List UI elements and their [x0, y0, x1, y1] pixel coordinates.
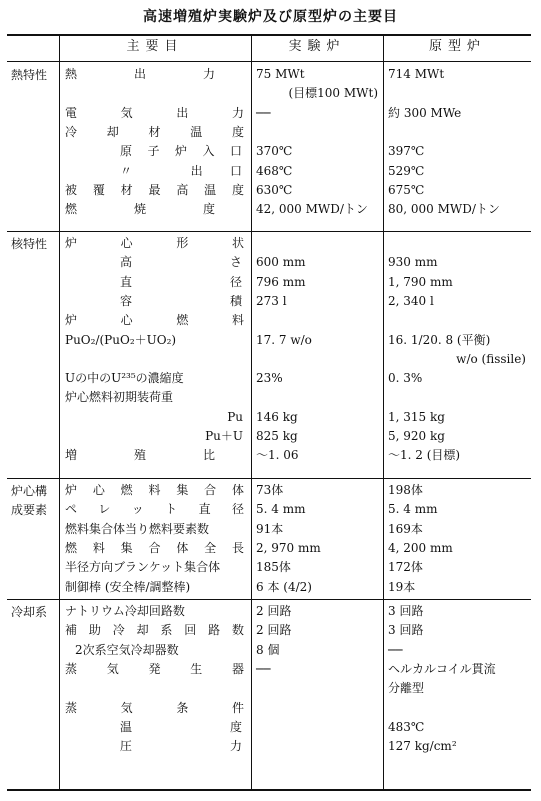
prototype-value: 1, 315 kg [388, 410, 445, 424]
section-divider [7, 478, 531, 479]
header-prototype: 原型炉 [428, 39, 486, 54]
experimental-value: 468℃ [256, 164, 293, 178]
prototype-value: 3 回路 [388, 604, 424, 618]
experimental-value: 6 本 (4/2) [256, 580, 312, 594]
row-label: 燃料集合体全長 [65, 541, 244, 555]
experimental-value: 370℃ [256, 144, 293, 158]
row-label: 補助冷却系回路数 [65, 623, 244, 637]
prototype-value: 2, 340 l [388, 294, 434, 308]
prototype-value: 169本 [388, 522, 423, 536]
section-category: 熱特性 [11, 68, 48, 82]
row-label: 〃 出口 [120, 164, 242, 178]
experimental-value: 91本 [256, 522, 284, 536]
experimental-value: 825 kg [256, 429, 298, 443]
row-label: 温度 [120, 720, 242, 734]
experimental-value: ── [256, 106, 271, 120]
section-divider [7, 599, 531, 600]
prototype-value: 16. 1/20. 8 (平衡) [388, 333, 491, 347]
prototype-value: 397℃ [388, 144, 425, 158]
experimental-value: 75 MWt [256, 67, 305, 81]
prototype-value: 19本 [388, 580, 416, 594]
experimental-value: 600 mm [256, 255, 306, 269]
row-label: 増殖比 [65, 448, 215, 462]
experimental-value: 796 mm [256, 275, 306, 289]
row-label: 蒸気条件 [65, 701, 244, 715]
row-label: Pu [227, 410, 243, 424]
row-label: 電気出力 [65, 106, 244, 120]
prototype-value: 483℃ [388, 720, 425, 734]
header-divider [7, 61, 531, 62]
row-label: Pu＋U [205, 429, 243, 443]
row-label: 圧力 [120, 739, 242, 753]
row-label: 熱出力 [65, 67, 215, 81]
section-category: 炉心構 成要素 [11, 484, 48, 517]
experimental-value: 146 kg [256, 410, 298, 424]
experimental-value: 23% [256, 371, 283, 385]
row-label: 炉心燃料初期装荷重 [65, 390, 174, 404]
row-label: 燃料集合体当り燃料要素数 [65, 522, 210, 536]
prototype-value: 172体 [388, 560, 423, 574]
row-label: 炉心燃料 [65, 313, 244, 327]
row-label: 炉心形状 [65, 236, 244, 250]
divider-prototype [383, 34, 384, 791]
table-title: 高速増殖炉実験炉及び原型炉の主要目 [143, 9, 398, 25]
row-label: ペレット直径 [65, 502, 244, 516]
row-label: Uの中のU²³⁵の濃縮度 [65, 371, 184, 385]
row-label: 半径方向ブランケット集合体 [65, 560, 221, 574]
row-label: 容積 [120, 294, 242, 308]
prototype-value: 4, 200 mm [388, 541, 453, 555]
prototype-value: 約 300 MWe [388, 106, 462, 120]
prototype-value: 930 mm [388, 255, 438, 269]
prototype-value: 1, 790 mm [388, 275, 453, 289]
row-label: 燃焼度 [65, 202, 215, 216]
experimental-value: 273 l [256, 294, 287, 308]
row-label: 被覆材最高温度 [65, 183, 244, 197]
prototype-value: 127 kg/cm² [388, 739, 457, 753]
section-divider [7, 231, 531, 232]
row-label: 原子炉入口 [120, 144, 242, 158]
row-label: ナトリウム冷却回路数 [65, 604, 185, 618]
prototype-value: w/o (fissile) [456, 352, 526, 366]
prototype-value: 675℃ [388, 183, 425, 197]
experimental-value: 2, 970 mm [256, 541, 321, 555]
prototype-value: 5, 920 kg [388, 429, 445, 443]
experimental-value: (目標100 MWt) [288, 86, 378, 100]
experimental-value: 73体 [256, 483, 284, 497]
divider-category [59, 34, 60, 791]
row-label: 直径 [120, 275, 242, 289]
header-experimental: 実験炉 [288, 39, 346, 54]
row-label: 冷却材温度 [65, 125, 244, 139]
experimental-value: ── [256, 662, 271, 676]
prototype-value: ～1. 2 (目標) [388, 448, 461, 462]
row-label: PuO₂/(PuO₂＋UO₂) [65, 333, 177, 347]
row-label: 2次系空気冷却器数 [75, 643, 179, 657]
header-item: 主要目 [126, 39, 184, 54]
experimental-value: 42, 000 MWD/トン [256, 202, 368, 216]
prototype-value: ── [388, 643, 403, 657]
row-label: 炉心燃料集合体 [65, 483, 244, 497]
experimental-value: ～1. 06 [256, 448, 299, 462]
prototype-value: 3 回路 [388, 623, 424, 637]
prototype-value: 分離型 [388, 681, 425, 695]
experimental-value: 2 回路 [256, 623, 292, 637]
row-label: 蒸気発生器 [65, 662, 244, 676]
experimental-value: 5. 4 mm [256, 502, 306, 516]
experimental-value: 630℃ [256, 183, 293, 197]
experimental-value: 17. 7 w/o [256, 333, 312, 347]
row-label: 制御棒 (安全棒/調整棒) [65, 580, 191, 594]
prototype-value: 0. 3% [388, 371, 423, 385]
experimental-value: 8 個 [256, 643, 280, 657]
section-category: 核特性 [11, 237, 48, 251]
divider-experimental [251, 34, 252, 791]
experimental-value: 185体 [256, 560, 291, 574]
section-category: 冷却系 [11, 605, 48, 619]
prototype-value: ヘルカルコイル貫流 [388, 662, 496, 676]
prototype-value: 529℃ [388, 164, 425, 178]
prototype-value: 5. 4 mm [388, 502, 438, 516]
row-label: 高さ [120, 255, 242, 269]
prototype-value: 198体 [388, 483, 423, 497]
prototype-value: 714 MWt [388, 67, 445, 81]
experimental-value: 2 回路 [256, 604, 292, 618]
prototype-value: 80, 000 MWD/トン [388, 202, 500, 216]
